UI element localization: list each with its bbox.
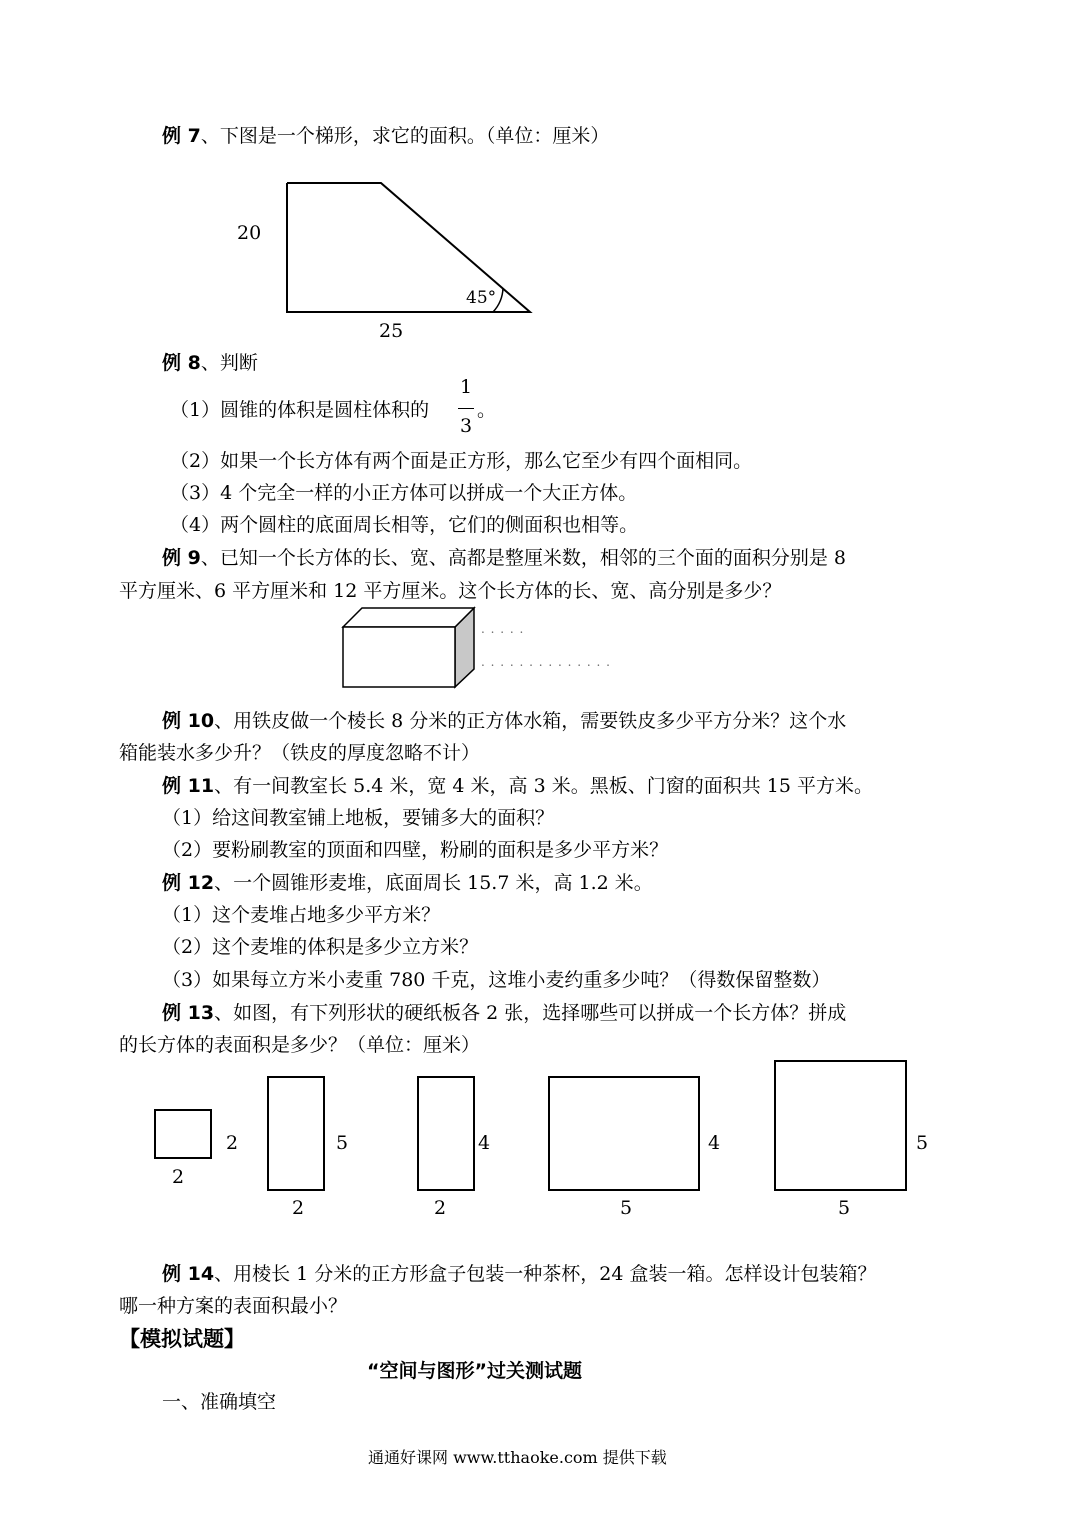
shape-5x5	[775, 1061, 906, 1190]
example-number: 例 13	[162, 1002, 215, 1024]
ex11-item-1: （1）给这间教室铺上地板，要铺多大的面积？	[162, 807, 555, 829]
dots-row-2: . . . . . . . . . . . . . .	[481, 655, 611, 669]
ex12-item-3: （3）如果每立方米小麦重 780 千克，这堆小麦约重多少吨？（得数保留整数）	[162, 969, 831, 991]
ex8-item-1: （1）圆锥的体积是圆柱体积的	[170, 399, 430, 421]
example-text: 、下图是一个梯形，求它的面积。（单位：厘米）	[200, 125, 610, 147]
test-title: “空间与图形”过关测试题	[367, 1360, 582, 1382]
example-9-line-2: 平方厘米、6 平方厘米和 12 平方厘米。这个长方体的长、宽、高分别是多少？	[119, 580, 782, 602]
example-text: 、如图，有下列形状的硬纸板各 2 张，选择哪些可以拼成一个长方体？拼成	[214, 1002, 847, 1024]
ex8-item-2: （2）如果一个长方体有两个面是正方形，那么它至少有四个面相同。	[170, 450, 753, 472]
ex12-item-2: （2）这个麦堆的体积是多少立方米？	[162, 936, 479, 958]
ex8-item-4: （4）两个圆柱的底面周长相等，它们的侧面积也相等。	[170, 514, 639, 536]
example-text: 、一个圆锥形麦堆，底面周长 15.7 米，高 1.2 米。	[214, 872, 653, 894]
ex8-item-3: （3）4 个完全一样的小正方体可以拼成一个大正方体。	[170, 482, 638, 504]
example-text: 、已知一个长方体的长、宽、高都是整厘米数，相邻的三个面的面积分别是 8	[200, 547, 846, 569]
shape-3-width: 2	[434, 1197, 447, 1219]
example-14-line-2: 哪一种方案的表面积最小？	[119, 1295, 348, 1317]
example-number: 例 7	[162, 125, 201, 147]
shape-1-height: 2	[226, 1132, 239, 1154]
example-text: 、用棱长 1 分米的正方形盒子包装一种茶杯，24 盒装一箱。怎样设计包装箱？	[214, 1263, 877, 1285]
example-number: 例 8	[162, 352, 201, 374]
shape-2x4	[418, 1077, 474, 1190]
trapezoid-height-label: 20	[237, 222, 262, 244]
shape-2x5	[268, 1077, 324, 1190]
example-number: 例 11	[162, 775, 215, 797]
section-title: 【模拟试题】	[119, 1327, 245, 1351]
ex8-item-1-end: 。	[477, 399, 497, 421]
shape-5-height: 5	[916, 1132, 929, 1154]
example-number: 例 9	[162, 547, 201, 569]
footer: 通通好课网 www.tthaoke.com 提供下载	[368, 1448, 667, 1467]
shape-4-width: 5	[620, 1197, 633, 1219]
example-text: 、有一间教室长 5.4 米，宽 4 米，高 3 米。黑板、门窗的面积共 15 平方米。	[214, 775, 873, 797]
example-number: 例 10	[162, 710, 215, 732]
shape-2x2	[155, 1110, 211, 1158]
shape-2-width: 2	[292, 1197, 305, 1219]
fraction-denominator: 3	[459, 415, 473, 437]
shape-3-height: 4	[478, 1132, 491, 1154]
dots-row-1: . . . . .	[481, 622, 525, 636]
shape-1-width: 2	[172, 1166, 185, 1188]
trapezoid-angle-label: 45°	[466, 288, 497, 308]
ex12-item-1: （1）这个麦堆占地多少平方米？	[162, 904, 441, 926]
shape-5-width: 5	[838, 1197, 851, 1219]
trapezoid-base-label: 25	[379, 320, 404, 342]
example-10-line-2: 箱能装水多少升？（铁皮的厚度忽略不计）	[119, 742, 481, 764]
shape-4-height: 4	[708, 1132, 721, 1154]
part-1-heading: 一、准确填空	[162, 1391, 277, 1413]
example-number: 例 12	[162, 872, 215, 894]
example-13-line-2: 的长方体的表面积是多少？（单位：厘米）	[119, 1034, 481, 1056]
fraction-numerator: 1	[459, 376, 473, 398]
shape-2-height: 5	[336, 1132, 349, 1154]
shape-5x4	[549, 1077, 699, 1190]
example-14-line-1	[162, 1262, 876, 1286]
ex11-item-2: （2）要粉刷教室的顶面和四壁，粉刷的面积是多少平方米？	[162, 839, 669, 861]
example-number: 例 14	[162, 1263, 215, 1285]
example-text: 、用铁皮做一个棱长 8 分米的正方体水箱，需要铁皮多少平方分米？这个水	[214, 710, 847, 732]
example-text: 、判断	[200, 352, 258, 374]
